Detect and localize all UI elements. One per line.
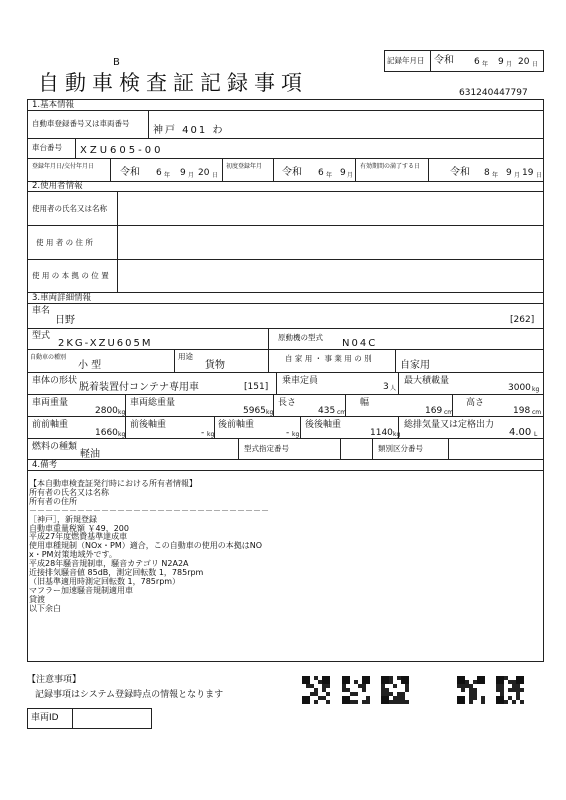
- section3-heading: 3.車両詳細情報: [32, 293, 92, 303]
- reg-no-value: 神戸 401 わ: [153, 125, 225, 136]
- category-label: 類別区分番号: [378, 444, 423, 453]
- max-load-value: 3000: [508, 383, 531, 393]
- height-label: 高さ: [466, 398, 485, 408]
- remark-line: 平成27年度燃費基準達成車: [29, 532, 128, 542]
- remark-line: 自動車重量税額 ￥49，200: [29, 523, 129, 533]
- model-label: 型式: [32, 331, 51, 341]
- expiry-label: 有効期間の満了する日: [360, 163, 421, 170]
- record-date-era: 令和: [434, 55, 454, 66]
- type-designation-label: 型式指定番号: [244, 444, 289, 453]
- remark-line: 所有者の住所: [29, 496, 77, 506]
- section4-heading: 4.備考: [32, 460, 58, 470]
- gross-weight-label: 車両総重量: [130, 398, 176, 408]
- fuel-label: 燃料の種類: [32, 442, 78, 452]
- body-shape-code: [151]: [244, 382, 269, 392]
- rear-front-axle-value: -: [286, 428, 290, 438]
- remark-line: （旧基準適用時測定回転数 1，785rpm）: [29, 576, 181, 586]
- rear-rear-axle-label: 後後軸重: [305, 420, 342, 430]
- remarks-block: [29, 480, 269, 614]
- section2-heading: 2.使用者情報: [32, 181, 83, 191]
- document-number: 631240447797: [459, 88, 528, 98]
- rear-front-axle-label: 後前軸重: [218, 420, 255, 430]
- remark-line: 貸渡: [29, 594, 45, 604]
- length-value: 435: [318, 406, 336, 416]
- width-value: 169: [425, 406, 443, 416]
- record-date-label: 記録年月日: [387, 56, 425, 65]
- use-label: 用途: [178, 352, 193, 361]
- use-value: 貨物: [205, 360, 225, 371]
- notice-text: 記録事項はシステム登録時点の情報となります: [35, 690, 224, 700]
- height-value: 198: [513, 406, 531, 416]
- remark-line: 近接排気騒音値 85dB，測定回転数 1，785rpm: [29, 568, 204, 578]
- qr-code-icon: [302, 676, 330, 704]
- front-rear-axle-label: 前後軸重: [130, 420, 167, 430]
- remark-line: 【本自動車検査証発行時における所有者情報】: [29, 479, 197, 488]
- qr-code-icon: [381, 676, 409, 704]
- document-title: 自動車検査証記録事項: [38, 71, 308, 95]
- remark-line: 以下余白: [29, 603, 61, 613]
- reg-no-label: 自動車登録番号又は車両番号: [32, 119, 130, 128]
- qr-code-icon: [342, 676, 370, 704]
- reg-date-label: 登録年月日/交付年月日: [32, 163, 95, 170]
- make-code: [262]: [510, 315, 535, 325]
- front-axle-label: 前前軸重: [32, 420, 69, 430]
- capacity-label: 乗車定員: [282, 376, 319, 386]
- notice-heading: 【注意事項】: [27, 675, 82, 685]
- displacement-value: 4.00: [509, 427, 532, 438]
- engine-value: N04C: [342, 338, 378, 349]
- body-shape-value: 脱着装置付コンテナ専用車: [79, 382, 199, 393]
- chassis-value: XZU605-00: [80, 145, 164, 156]
- remark-line: 使用車種規制（NOx・PM）適合，この自動車の使用の本拠はNO: [29, 541, 263, 551]
- section1-heading: 1.基本情報: [32, 100, 75, 110]
- body-shape-label: 車体の形状: [32, 376, 78, 386]
- b-mark: B: [113, 57, 120, 68]
- qr-code-icon: [496, 676, 524, 704]
- chassis-label: 車台番号: [32, 143, 62, 152]
- max-load-label: 最大積載量: [404, 376, 450, 386]
- base-location-label: 使 用 の 本 拠 の 位 置: [32, 271, 109, 280]
- front-axle-value: 1660: [95, 428, 118, 438]
- model-value: 2KG-XZU605M: [58, 338, 153, 349]
- remark-line: 所有者の氏名又は名称: [29, 487, 109, 497]
- fuel-value: 軽油: [80, 449, 100, 460]
- first-reg-label: 初度登録年月: [226, 163, 263, 170]
- private-business-value: 自家用: [400, 360, 430, 371]
- vehicle-type-value: 小 型: [78, 360, 102, 371]
- remark-line: 平成28年騒音規制車，騒音カテゴリ N2A2A: [29, 559, 189, 569]
- private-business-label: 自 家 用 ・ 事 業 用 の 別: [285, 354, 372, 363]
- front-rear-axle-value: -: [201, 428, 205, 438]
- length-label: 長さ: [278, 398, 297, 408]
- remark-line: x・PM対策地域外です。: [29, 550, 117, 560]
- engine-label: 原動機の型式: [278, 333, 323, 342]
- displacement-label: 総排気量又は定格出力: [404, 420, 495, 430]
- gross-weight-value: 5965: [243, 406, 266, 416]
- capacity-value: 3: [383, 382, 389, 392]
- rear-rear-axle-value: 1140: [370, 428, 393, 438]
- make-value: 日野: [55, 315, 75, 326]
- make-label: 車名: [32, 306, 51, 316]
- qr-code-icon: [457, 676, 485, 704]
- user-address-label: 使 用 者 の 住 所: [36, 238, 93, 247]
- vehicle-type-label: 自動車の種別: [30, 354, 67, 361]
- width-label: 幅: [360, 398, 370, 408]
- weight-label: 車両重量: [32, 398, 69, 408]
- vehicle-id-label: 車両ID: [31, 713, 59, 723]
- remark-line: －－－－－－－－－－－－－－－－－－－－－－－－－－－－－－: [29, 505, 269, 515]
- user-name-label: 使用者の氏名又は名称: [32, 204, 107, 213]
- remark-line: マフラー加速騒音規制適用車: [29, 585, 133, 595]
- weight-value: 2800: [95, 406, 118, 416]
- remark-line: ［神戸］，新規登録: [29, 514, 97, 524]
